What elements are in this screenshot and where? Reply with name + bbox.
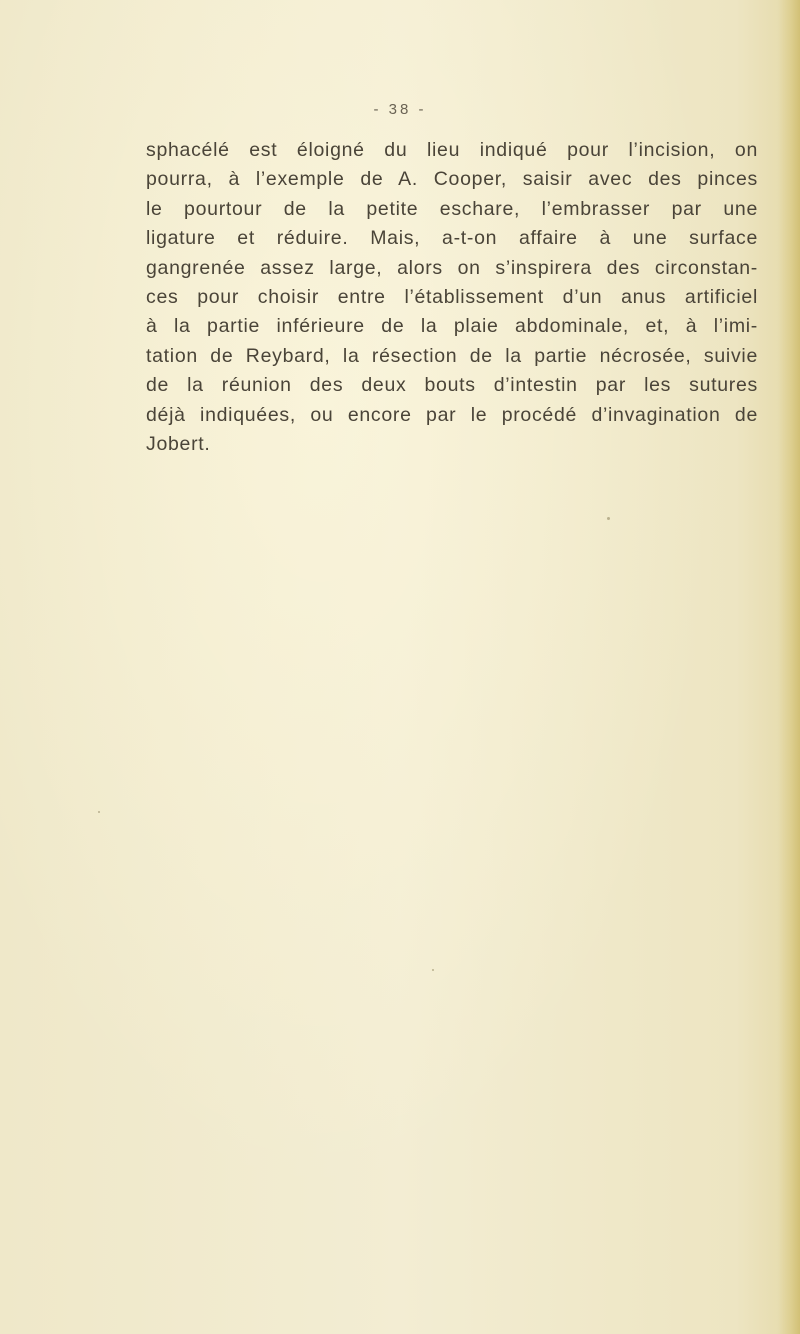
text-line: pourra, à l’exemple de A. Cooper, saisir avec des pinces (146, 168, 758, 191)
page-edge-shadow (778, 0, 800, 1334)
text-line: Jobert. (146, 433, 211, 456)
body-paragraph (146, 136, 758, 459)
text-line: le pourtour de la petite eschare, l’embrasser par une (146, 197, 758, 220)
text-line: gangrenée assez large, alors on s’inspirera des circonstan- (146, 256, 758, 279)
paper-speck (607, 517, 610, 520)
paper-speck (432, 969, 434, 971)
paper-speck (98, 811, 100, 813)
text-line: déjà indiquées, ou encore par le procédé d’invagination de (146, 403, 758, 426)
text-line: de la réunion des deux bouts d’intestin par les sutures (146, 374, 758, 397)
text-line: sphacélé est éloigné du lieu indiqué pour l’incision, on (146, 139, 758, 161)
text-line: ces pour choisir entre l’établissement d’un anus artificiel (146, 286, 758, 309)
text-line: ligature et réduire. Mais, a-t-on affaire à une surface (146, 227, 758, 250)
text-line: à la partie inférieure de la plaie abdominale, et, à l’imi- (146, 315, 758, 338)
page-number: - 38 - (373, 101, 427, 118)
text-line: tation de Reybard, la résection de la partie nécrosée, suivie (146, 344, 758, 367)
